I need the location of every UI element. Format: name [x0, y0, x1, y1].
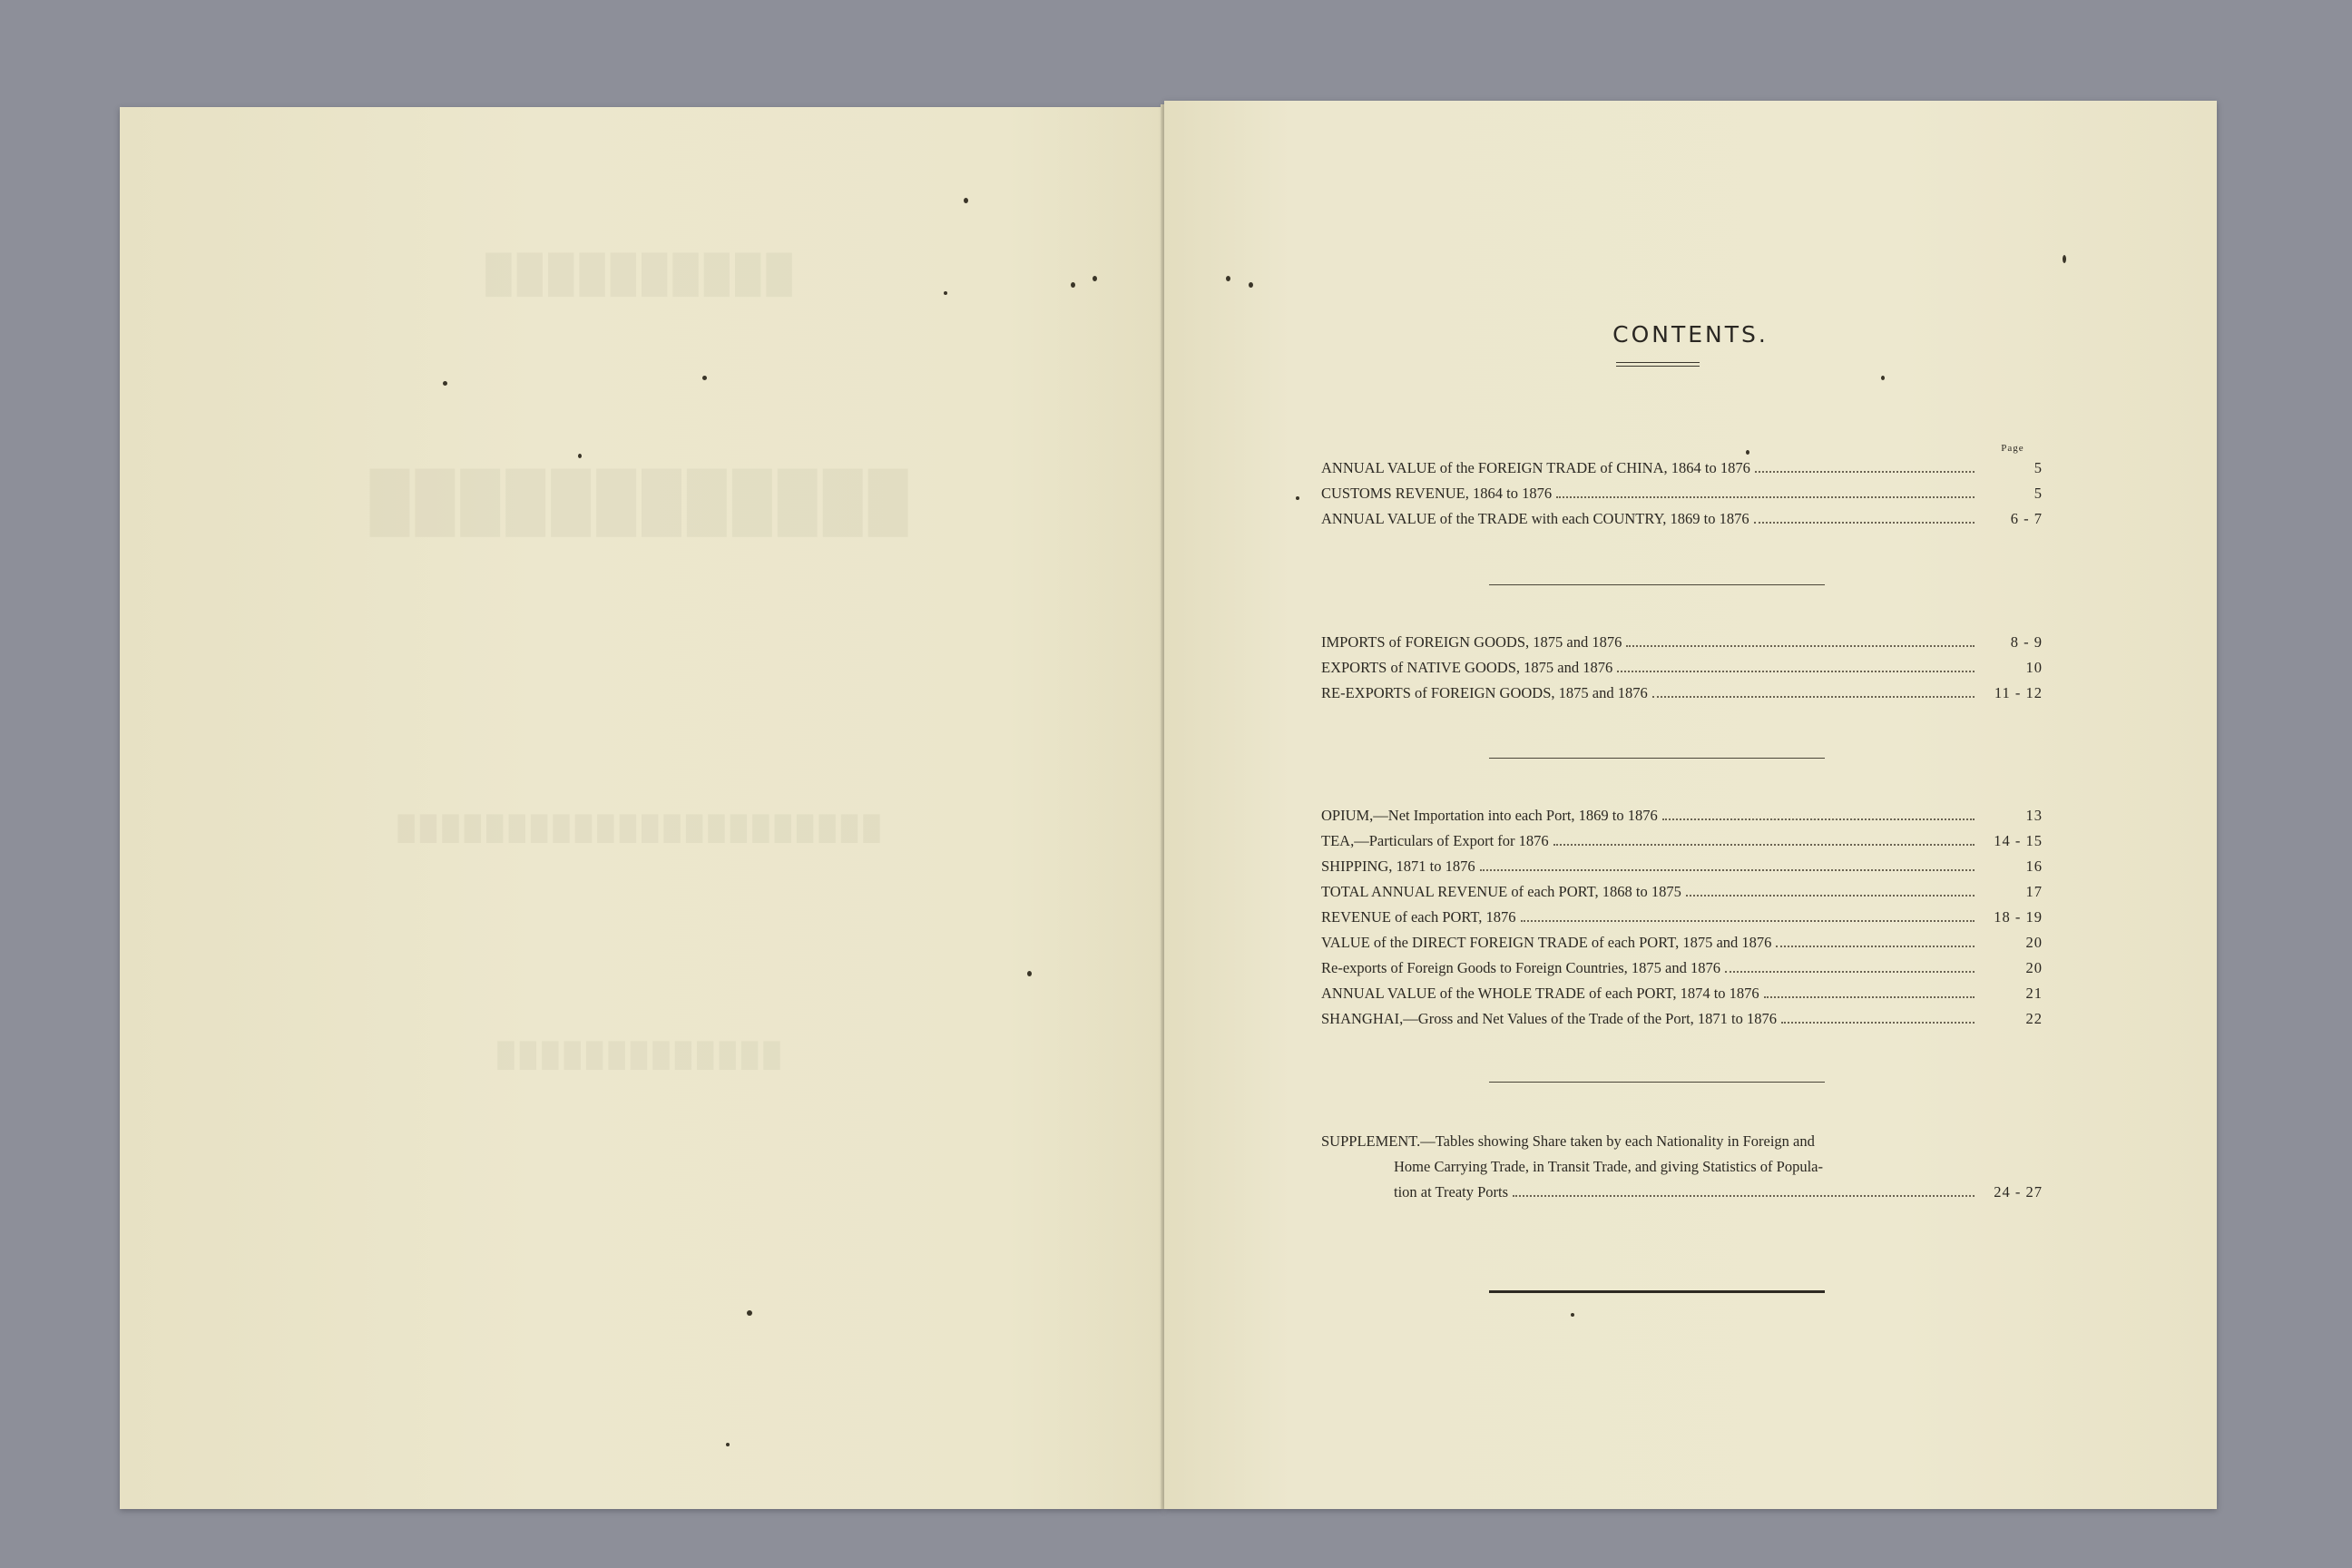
toc-group-3: [1321, 807, 2043, 1035]
wormhole: [944, 291, 947, 295]
toc-entry-title: SHIPPING, 1871 to 1876: [1321, 858, 1475, 875]
dot-leader: [1652, 685, 1975, 698]
toc-entry: [1321, 883, 2043, 908]
dot-leader: [1662, 808, 1975, 820]
dot-leader: [1556, 485, 1975, 498]
toc-entry-title: RE-EXPORTS of FOREIGN GOODS, 1875 and 1876: [1321, 684, 1648, 701]
toc-entry-page: 20: [2025, 959, 2043, 976]
show-through-text: ██████████: [485, 253, 798, 294]
section-rule: [1489, 584, 1825, 585]
toc-entry-page: 21: [2025, 985, 2043, 1002]
toc-group-2: [1321, 633, 2043, 710]
dot-leader: [1755, 460, 1975, 473]
toc-entry-page: 11 - 12: [1994, 684, 2043, 701]
dot-leader: [1781, 1011, 1975, 1024]
toc-entry-title: IMPORTS of FOREIGN GOODS, 1875 and 1876: [1321, 633, 1622, 651]
toc-entry: [1321, 485, 2043, 510]
toc-entry: [1321, 908, 2043, 934]
show-through-text: ██████████████████████: [397, 815, 886, 841]
toc-entry-page: 5: [2034, 459, 2043, 476]
toc-entry: [1321, 959, 2043, 985]
section-rule: [1489, 758, 1825, 759]
toc-entry-page: 13: [2025, 807, 2043, 824]
show-through-text: █████████████: [497, 1042, 786, 1068]
toc-entry-page: 18 - 19: [1994, 908, 2043, 926]
contents-heading: CONTENTS.: [1612, 321, 1769, 348]
supplement-line: [1321, 1183, 2043, 1209]
toc-entry: [1321, 633, 2043, 659]
toc-entry: [1321, 832, 2043, 858]
toc-entry: [1321, 807, 2043, 832]
toc-entry-page: 5: [2034, 485, 2043, 502]
dot-leader: [1521, 909, 1975, 922]
closing-rule: [1489, 1290, 1825, 1293]
wormhole: [1881, 376, 1885, 380]
dot-leader: [1513, 1184, 1975, 1197]
supplement-text-line-1: SUPPLEMENT.—Tables showing Share taken by each Nationality in Foreign and: [1321, 1132, 1815, 1150]
toc-entry-title: OPIUM,—Net Importation into each Port, 1869 to 1876: [1321, 807, 1658, 824]
toc-entry-title: EXPORTS of NATIVE GOODS, 1875 and 1876: [1321, 659, 1613, 676]
dot-leader: [1725, 960, 1975, 973]
wormhole: [1296, 496, 1299, 500]
wormhole: [1027, 971, 1032, 976]
supplement-text-line-3: tion at Treaty Ports: [1394, 1183, 1509, 1200]
dot-leader: [1686, 884, 1975, 897]
left-page: [120, 107, 1163, 1509]
wormhole: [1571, 1313, 1574, 1317]
toc-entry-page: 6 - 7: [2010, 510, 2043, 527]
wormhole: [1249, 282, 1253, 288]
wormhole: [443, 381, 447, 386]
toc-entry-title: TOTAL ANNUAL REVENUE of each PORT, 1868 to 1875: [1321, 883, 1681, 900]
wormhole: [702, 376, 707, 380]
wormhole: [964, 198, 968, 203]
wormhole: [1746, 450, 1749, 455]
wormhole: [1071, 282, 1075, 288]
toc-entry-page: 22: [2025, 1010, 2043, 1027]
toc-entry-title: SHANGHAI,—Gross and Net Values of the Trade of the Port, 1871 to 1876: [1321, 1010, 1777, 1027]
toc-entry: [1321, 934, 2043, 959]
toc-entry: [1321, 985, 2043, 1010]
dot-leader: [1754, 511, 1975, 524]
toc-entry: [1321, 510, 2043, 535]
wormhole: [1226, 276, 1230, 281]
toc-entry-page: 20: [2025, 934, 2043, 951]
heading-rule: [1616, 362, 1700, 367]
toc-entry-title: REVENUE of each PORT, 1876: [1321, 908, 1516, 926]
toc-entry-title: ANNUAL VALUE of the TRADE with each COUNTRY, 1869 to 1876: [1321, 510, 1749, 527]
supplement-line: [1321, 1158, 2043, 1183]
supplement-text-line-2: Home Carrying Trade, in Transit Trade, and giving Statistics of Popula-: [1394, 1158, 1824, 1175]
toc-entry: [1321, 659, 2043, 684]
wormhole: [747, 1310, 752, 1316]
toc-entry-title: Re-exports of Foreign Goods to Foreign Countries, 1875 and 1876: [1321, 959, 1720, 976]
toc-entry-title: VALUE of the DIRECT FOREIGN TRADE of each PORT, 1875 and 1876: [1321, 934, 1772, 951]
toc-entry-page: 8 - 9: [2010, 633, 2043, 651]
supplement-line: [1321, 1132, 2043, 1158]
toc-entry-page: 17: [2025, 883, 2043, 900]
toc-entry-page: 10: [2025, 659, 2043, 676]
toc-entry-page: 16: [2025, 858, 2043, 875]
dot-leader: [1626, 634, 1975, 647]
wormhole: [2063, 255, 2066, 263]
toc-entry-title: TEA,—Particulars of Export for 1876: [1321, 832, 1549, 849]
wormhole: [578, 454, 582, 458]
show-through-text: ████████████: [369, 471, 914, 533]
wormhole: [1093, 276, 1097, 281]
toc-entry-title: ANNUAL VALUE of the WHOLE TRADE of each PORT, 1874 to 1876: [1321, 985, 1759, 1002]
dot-leader: [1764, 985, 1975, 998]
toc-entry: [1321, 459, 2043, 485]
supplement-entry: [1321, 1132, 2043, 1209]
dot-leader: [1480, 858, 1975, 871]
toc-entry-page: 14 - 15: [1994, 832, 2043, 849]
dot-leader: [1617, 660, 1975, 672]
toc-group-1: [1321, 459, 2043, 535]
toc-entry: [1321, 858, 2043, 883]
supplement-page: 24 - 27: [1994, 1183, 2043, 1200]
wormhole: [726, 1443, 730, 1446]
toc-entry-title: CUSTOMS REVENUE, 1864 to 1876: [1321, 485, 1553, 502]
toc-entry-title: ANNUAL VALUE of the FOREIGN TRADE of CHINA, 1864 to 1876: [1321, 459, 1750, 476]
toc-entry: [1321, 684, 2043, 710]
dot-leader: [1553, 833, 1975, 846]
page-column-label: Page: [2001, 443, 2024, 454]
section-rule: [1489, 1082, 1825, 1083]
dot-leader: [1776, 935, 1975, 947]
toc-entry: [1321, 1010, 2043, 1035]
contents-page: [1164, 101, 2217, 1509]
